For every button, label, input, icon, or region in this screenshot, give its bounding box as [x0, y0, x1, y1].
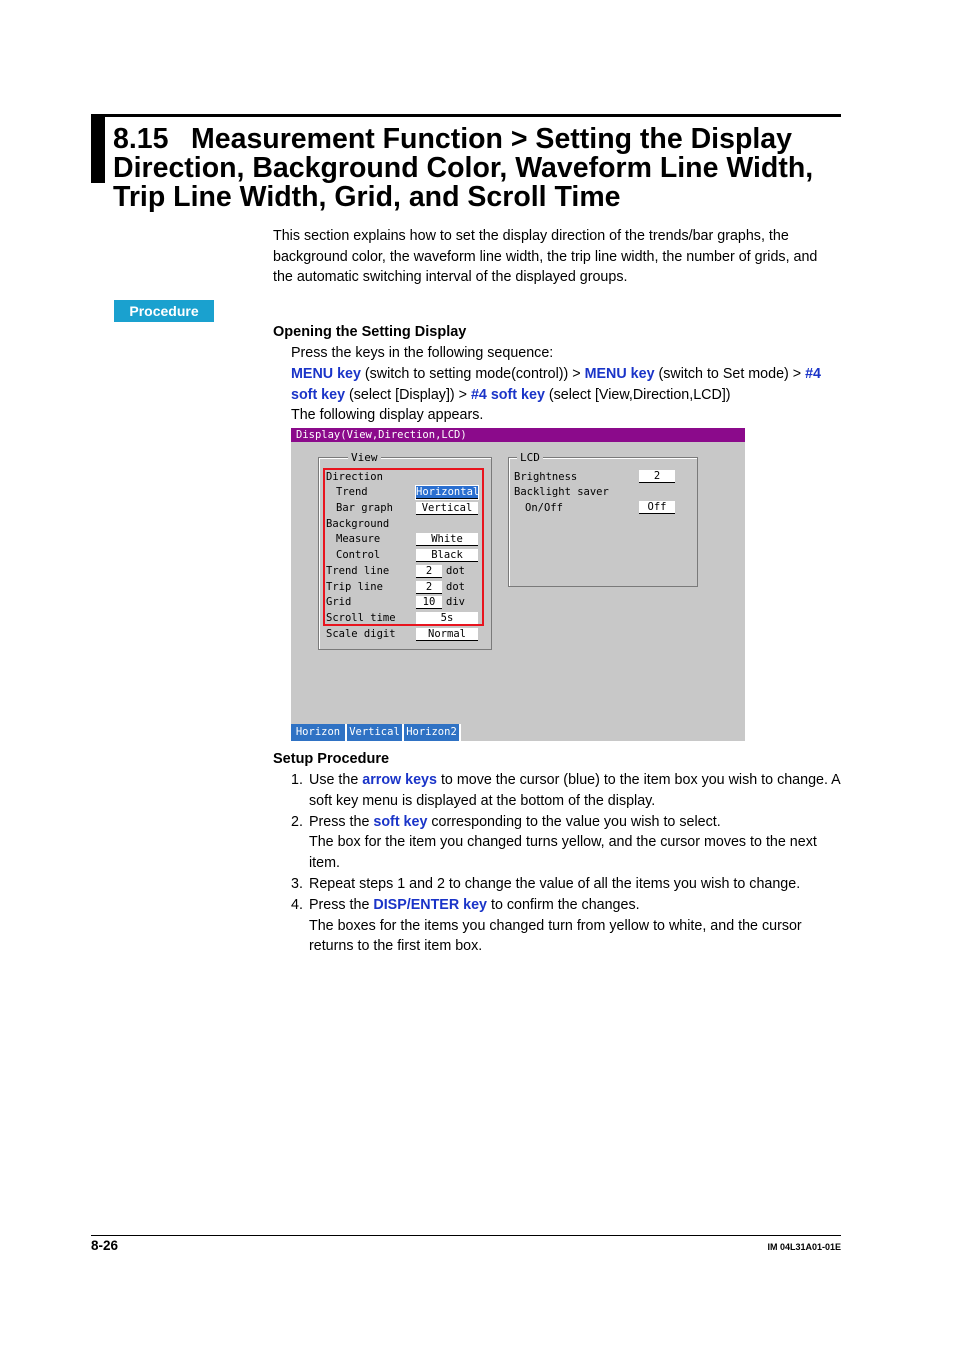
opening-line-after: The following display appears. — [291, 407, 484, 424]
control-label: Control — [336, 549, 381, 561]
step-4-text-a: Press the — [309, 896, 374, 913]
step-4-text-b: to confirm the changes. — [487, 896, 640, 913]
page-number: 8-26 — [91, 1238, 119, 1253]
soft-key-ref-1: #4 soft key — [291, 365, 821, 403]
measure-background-box[interactable]: White — [416, 533, 478, 546]
seq-text-2: (switch to Set mode) > — [654, 365, 806, 382]
scaledigit-box[interactable]: Normal — [416, 628, 478, 641]
grid-label: Grid — [326, 596, 352, 608]
procedure-label: Procedure — [114, 300, 214, 322]
grid-box[interactable]: 10 — [416, 596, 442, 609]
direction-label: Direction — [326, 471, 383, 483]
step-1-number: 1. — [291, 772, 303, 788]
top-rule — [91, 114, 841, 117]
background-label: Background — [326, 518, 390, 530]
screen-title: Display(View,Direction,LCD) — [291, 428, 745, 442]
trend-direction-box[interactable]: Horizontal — [416, 486, 480, 498]
intro-paragraph: This section explains how to set the display direction of the trends/bar graphs, the background color, the waveform line width, the trip line width, the number of grids, and the automatic switching interval of the displayed groups. — [273, 228, 818, 285]
step-2-text-a: Press the — [309, 813, 374, 830]
measure-label: Measure — [336, 533, 381, 545]
step-1-text-a: Use the — [309, 772, 363, 788]
trendline-width-box[interactable]: 2 — [416, 565, 442, 578]
device-screen — [291, 428, 745, 741]
disp-enter-key-ref: DISP/ENTER key — [373, 896, 487, 913]
section-marker-bar — [91, 114, 105, 183]
step-3-number: 3. — [291, 875, 303, 892]
brightness-label: Brightness — [514, 471, 578, 483]
step-2-number: 2. — [291, 813, 303, 830]
brightness-box[interactable]: 2 — [639, 470, 675, 483]
softkey-vertical[interactable]: Vertical — [347, 724, 404, 741]
backlight-label: Backlight saver — [514, 486, 609, 498]
opening-line1: Press the keys in the following sequence: — [291, 345, 554, 361]
step-3 — [291, 874, 841, 895]
step-1-text-b: to move the cursor (blue) to the item box you wish to change. A soft key menu is displayed at the bottom of the display. — [309, 772, 840, 809]
onoff-label: On/Off — [525, 502, 563, 514]
section-title: Measurement Function > Setting the Display Direction, Background Color, Waveform Line Width, Trip Line Width, Grid, and Scroll Time — [113, 123, 814, 213]
soft-key-ref: soft key — [373, 813, 428, 830]
softkey-horizon[interactable]: Horizon — [291, 724, 347, 741]
grid-unit: div — [446, 596, 465, 608]
section-heading — [113, 125, 843, 212]
bargraph-direction-box[interactable]: Vertical — [416, 502, 478, 515]
lcd-group-label: LCD — [517, 452, 543, 464]
control-background-box[interactable]: Black — [416, 549, 478, 562]
tripline-label: Trip line — [326, 581, 383, 593]
soft-key-ref-2: #4 soft key — [470, 386, 545, 403]
highlight-frame — [323, 468, 484, 626]
step-1 — [291, 770, 841, 812]
view-group-label: View — [348, 452, 381, 464]
scrolltime-box[interactable]: 5s — [416, 612, 478, 625]
trend-label: Trend — [336, 486, 368, 498]
step-4 — [291, 895, 841, 957]
menu-key-ref-1: MENU key — [291, 365, 361, 382]
setup-heading: Setup Procedure — [273, 751, 390, 767]
section-number: 8.15 — [113, 123, 169, 155]
seq-text-1: (switch to setting mode(control)) > — [360, 365, 585, 382]
opening-heading: Opening the Setting Display — [273, 324, 467, 340]
document-id: IM 04L31A01-01E — [767, 1242, 841, 1252]
menu-key-ref-2: MENU key — [584, 365, 655, 382]
step-2 — [291, 812, 841, 874]
step-4-number: 4. — [291, 896, 303, 913]
step-2-text-c: The box for the item you changed turns yellow, and the cursor moves to the next item. — [309, 834, 817, 872]
seq-text-4: (select [View,Direction,LCD]) — [544, 386, 731, 403]
softkey-horizon2[interactable]: Horizon2 — [404, 724, 461, 741]
scaledigit-label: Scale digit — [326, 628, 396, 640]
key-sequence — [291, 364, 836, 406]
footer-rule — [91, 1235, 841, 1236]
trendline-label: Trend line — [326, 565, 390, 577]
trendline-unit: dot — [446, 565, 465, 577]
tripline-width-box[interactable]: 2 — [416, 581, 442, 594]
bargraph-label: Bar graph — [336, 502, 393, 514]
opening-body — [291, 343, 836, 426]
step-4-text-c: The boxes for the items you changed turn from yellow to white, and the cursor returns to the first item box. — [309, 917, 802, 955]
backlight-onoff-box[interactable]: Off — [639, 501, 675, 514]
step-3-text-a: Repeat steps 1 and 2 to change the value of all the items you wish to change. — [309, 875, 801, 892]
seq-text-3: (select [Display]) > — [345, 386, 471, 403]
tripline-unit: dot — [446, 581, 465, 593]
setup-steps — [291, 770, 841, 957]
step-2-text-b: corresponding to the value you wish to select. — [427, 813, 721, 830]
arrow-keys-ref: arrow keys — [362, 772, 437, 788]
scrolltime-label: Scroll time — [326, 612, 396, 624]
